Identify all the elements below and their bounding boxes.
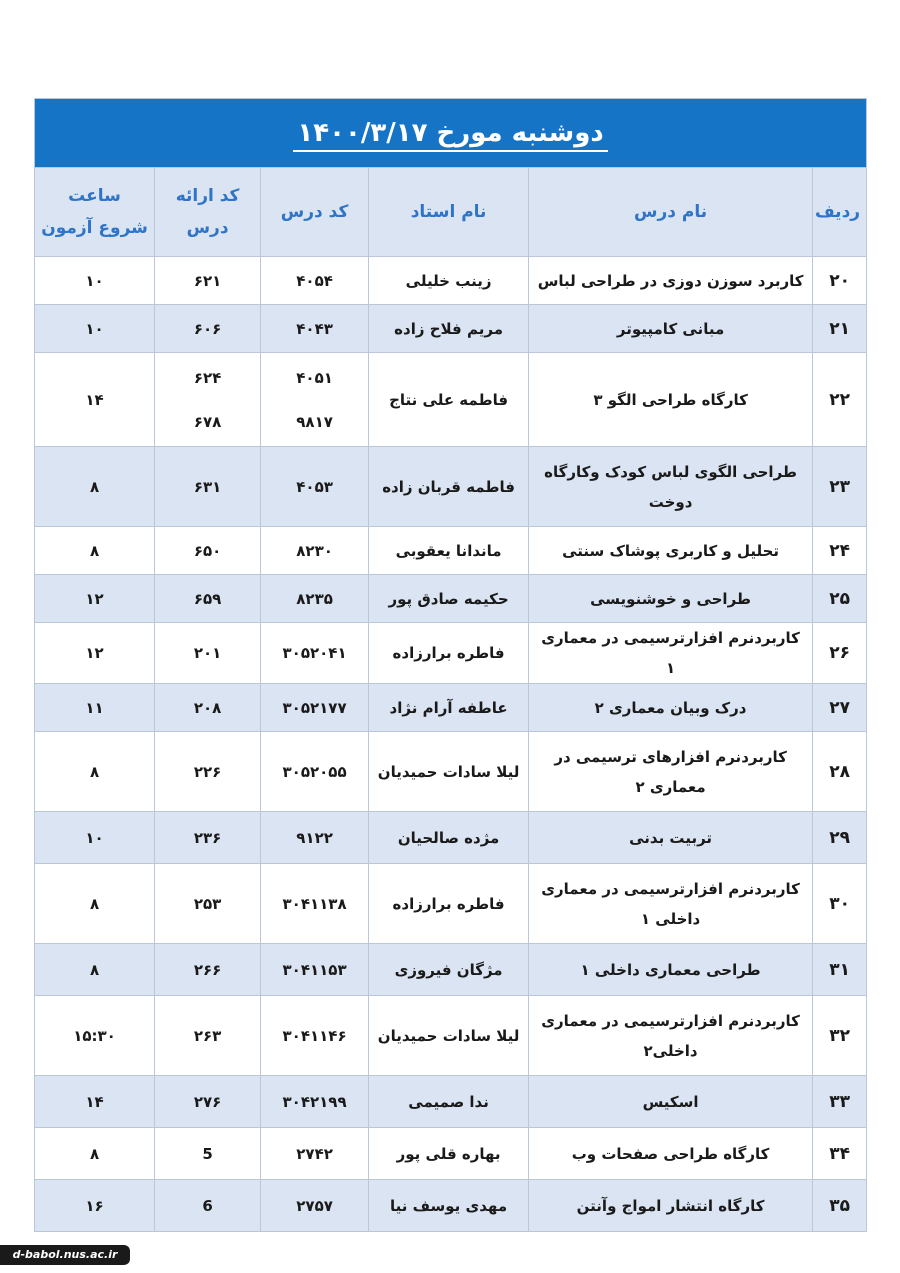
cell-course-code: ۳۰۵۲۱۷۷	[261, 684, 369, 732]
cell-row-number: ۳۳	[813, 1076, 867, 1128]
cell-exam-time: ۱۵:۳۰	[35, 996, 155, 1076]
cell-offer-code: ۲۲۶	[155, 732, 261, 812]
cell-course-code	[261, 353, 369, 447]
cell-course-code: ۲۷۵۷	[261, 1180, 369, 1232]
cell-exam-time: ۱۱	[35, 684, 155, 732]
cell-instructor: ماندانا یعقوبی	[369, 527, 529, 575]
cell-course-name: طراحی الگوی لباس کودک وکارگاه دوخت	[529, 447, 813, 527]
title-row	[35, 99, 867, 168]
cell-row-number: ۲۶	[813, 623, 867, 684]
table-row	[35, 1128, 867, 1180]
cell-row-number: ۳۱	[813, 944, 867, 996]
cell-course-code: ۳۰۴۲۱۹۹	[261, 1076, 369, 1128]
schedule-title	[35, 99, 867, 168]
header-instructor: نام استاد	[369, 168, 529, 257]
cell-course-name: کاربرد سوزن دوزی در طراحی لباس	[529, 257, 813, 305]
cell-course-code: ۴۰۵۳	[261, 447, 369, 527]
cell-course-code-value-2: ۹۸۱۷	[296, 412, 333, 431]
cell-instructor: بهاره قلی پور	[369, 1128, 529, 1180]
cell-offer-code: ۶۳۱	[155, 447, 261, 527]
cell-exam-time: ۱۲	[35, 623, 155, 684]
cell-row-number: ۲۲	[813, 353, 867, 447]
table-row	[35, 257, 867, 305]
cell-exam-time: ۱۰	[35, 812, 155, 864]
cell-offer-code: ۶۵۰	[155, 527, 261, 575]
cell-instructor: زینب خلیلی	[369, 257, 529, 305]
cell-instructor: حکیمه صادق پور	[369, 575, 529, 623]
cell-course-name: طراحی و خوشنویسی	[529, 575, 813, 623]
cell-row-number: ۲۷	[813, 684, 867, 732]
cell-row-number: ۲۵	[813, 575, 867, 623]
cell-course-code: ۸۲۳۵	[261, 575, 369, 623]
cell-instructor: مژگان فیروزی	[369, 944, 529, 996]
cell-instructor: مریم فلاح زاده	[369, 305, 529, 353]
cell-offer-code: ۶۲۱	[155, 257, 261, 305]
cell-row-number: ۳۵	[813, 1180, 867, 1232]
site-watermark: d-babol.nus.ac.ir	[0, 1245, 130, 1265]
cell-course-code: ۹۱۲۲	[261, 812, 369, 864]
cell-offer-code: ۲۵۳	[155, 864, 261, 944]
cell-offer-code: ۲۶۳	[155, 996, 261, 1076]
cell-instructor: عاطفه آرام نژاد	[369, 684, 529, 732]
cell-row-number: ۳۴	[813, 1128, 867, 1180]
cell-instructor: لیلا سادات حمیدیان	[369, 732, 529, 812]
cell-exam-time: ۸	[35, 527, 155, 575]
cell-exam-time: ۸	[35, 1128, 155, 1180]
schedule-title-text: دوشنبه مورخ ۱۴۰۰/۳/۱۷	[293, 118, 607, 152]
table-row	[35, 996, 867, 1076]
table-row	[35, 864, 867, 944]
cell-instructor: مهدی یوسف نیا	[369, 1180, 529, 1232]
cell-offer-code: ۲۶۶	[155, 944, 261, 996]
cell-course-code: ۳۰۴۱۱۳۸	[261, 864, 369, 944]
cell-course-name: طراحی معماری داخلی ۱	[529, 944, 813, 996]
cell-exam-time: ۸	[35, 732, 155, 812]
cell-exam-time: ۱۴	[35, 1076, 155, 1128]
cell-instructor: مژده صالحیان	[369, 812, 529, 864]
cell-course-name: کاربردنرم افزارترسیمی در معماری داخلی۲	[529, 996, 813, 1076]
cell-exam-time: ۱۰	[35, 257, 155, 305]
cell-offer-code-value-2: ۶۷۸	[193, 412, 222, 431]
cell-row-number: ۲۰	[813, 257, 867, 305]
cell-instructor: فاطمه قربان زاده	[369, 447, 529, 527]
cell-row-number: ۲۹	[813, 812, 867, 864]
cell-course-code: ۳۰۵۲۰۵۵	[261, 732, 369, 812]
cell-offer-code-value: ۶۲۴	[193, 368, 222, 387]
cell-offer-code: ۲۰۸	[155, 684, 261, 732]
cell-offer-code	[155, 353, 261, 447]
cell-offer-code: ۲۷۶	[155, 1076, 261, 1128]
cell-course-name: کارگاه انتشار امواج وآنتن	[529, 1180, 813, 1232]
header-course-code: کد درس	[261, 168, 369, 257]
table-row	[35, 812, 867, 864]
cell-course-name: تحلیل و کاربری پوشاک سنتی	[529, 527, 813, 575]
cell-course-code: ۸۲۳۰	[261, 527, 369, 575]
table-row	[35, 353, 867, 447]
cell-row-number: ۳۰	[813, 864, 867, 944]
cell-offer-code: 6	[155, 1180, 261, 1232]
cell-exam-time: ۸	[35, 944, 155, 996]
cell-course-code: ۳۰۴۱۱۵۳	[261, 944, 369, 996]
header-offer-code: کد ارائه درس	[155, 168, 261, 257]
cell-course-name: کاربردنرم افزارترسیمی در معماری داخلی ۱	[529, 864, 813, 944]
cell-course-name: کاربردنرم افزارترسیمی در معماری ۱	[529, 623, 813, 684]
column-header-row	[35, 168, 867, 257]
cell-row-number: ۲۴	[813, 527, 867, 575]
table-row	[35, 1180, 867, 1232]
cell-course-code: ۴۰۴۳	[261, 305, 369, 353]
table-row	[35, 447, 867, 527]
table-row	[35, 575, 867, 623]
cell-instructor: فاطره برارزاده	[369, 864, 529, 944]
cell-course-name: اسکیس	[529, 1076, 813, 1128]
exam-schedule-table	[34, 98, 867, 1232]
cell-row-number: ۲۱	[813, 305, 867, 353]
cell-course-name: درک وبیان معماری ۲	[529, 684, 813, 732]
cell-course-name: مبانی کامپیوتر	[529, 305, 813, 353]
cell-course-name: تربیت بدنی	[529, 812, 813, 864]
header-exam-time: ساعت شروع آزمون	[35, 168, 155, 257]
cell-course-name: کارگاه طراحی صفحات وب	[529, 1128, 813, 1180]
cell-course-name: کاربردنرم افزارهای ترسیمی در معماری ۲	[529, 732, 813, 812]
cell-instructor: لیلا سادات حمیدیان	[369, 996, 529, 1076]
cell-course-code: ۳۰۵۲۰۴۱	[261, 623, 369, 684]
table-row	[35, 732, 867, 812]
cell-exam-time: ۱۴	[35, 353, 155, 447]
cell-offer-code: ۲۰۱	[155, 623, 261, 684]
table-row	[35, 527, 867, 575]
cell-offer-code: ۶۰۶	[155, 305, 261, 353]
cell-exam-time: ۱۰	[35, 305, 155, 353]
cell-course-code: ۴۰۵۴	[261, 257, 369, 305]
cell-instructor: فاطمه علی نتاج	[369, 353, 529, 447]
cell-row-number: ۲۳	[813, 447, 867, 527]
cell-instructor: فاطره برارزاده	[369, 623, 529, 684]
cell-course-name: کارگاه طراحی الگو ۳	[529, 353, 813, 447]
cell-course-code-value: ۴۰۵۱	[296, 368, 333, 387]
table-row	[35, 1076, 867, 1128]
cell-instructor: ندا صمیمی	[369, 1076, 529, 1128]
table-row	[35, 944, 867, 996]
cell-row-number: ۲۸	[813, 732, 867, 812]
cell-offer-code: 5	[155, 1128, 261, 1180]
cell-row-number: ۳۲	[813, 996, 867, 1076]
cell-exam-time: ۸	[35, 864, 155, 944]
header-course-name: نام درس	[529, 168, 813, 257]
cell-exam-time: ۸	[35, 447, 155, 527]
header-row-number: ردیف	[813, 168, 867, 257]
table-row	[35, 623, 867, 684]
cell-course-code: ۲۷۴۲	[261, 1128, 369, 1180]
cell-course-code: ۳۰۴۱۱۴۶	[261, 996, 369, 1076]
schedule-body	[35, 257, 867, 1232]
table-row	[35, 684, 867, 732]
cell-exam-time: ۱۲	[35, 575, 155, 623]
cell-offer-code: ۲۳۶	[155, 812, 261, 864]
cell-exam-time: ۱۶	[35, 1180, 155, 1232]
table-row	[35, 305, 867, 353]
cell-offer-code: ۶۵۹	[155, 575, 261, 623]
